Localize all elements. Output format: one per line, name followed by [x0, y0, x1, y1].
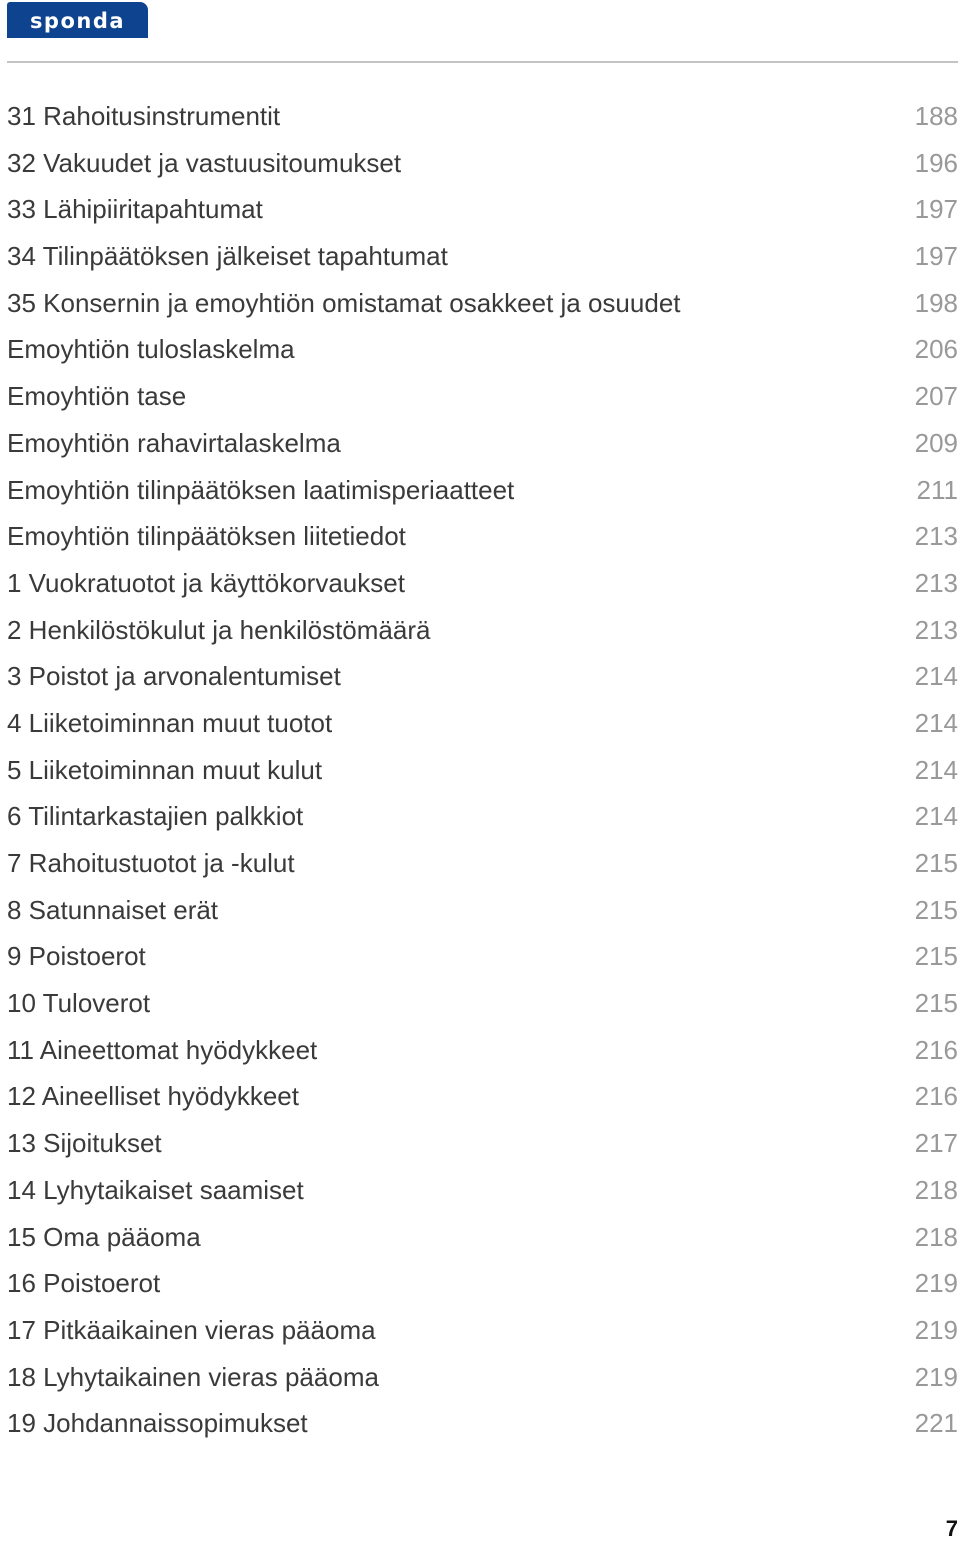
toc-entry-title: 6 Tilintarkastajien palkkiot — [7, 801, 304, 832]
toc-entry-title: 1 Vuokratuotot ja käyttökorvaukset — [7, 567, 405, 598]
toc-entry-title: 3 Poistot ja arvonalentumiset — [7, 661, 341, 692]
toc-entry-page: 217 — [914, 1128, 958, 1159]
toc-entry-page: 214 — [914, 661, 958, 692]
toc-entry-page: 196 — [914, 147, 958, 178]
toc-entry[interactable] — [7, 1260, 958, 1307]
toc-entry[interactable] — [7, 280, 958, 327]
toc-entry-page: 219 — [914, 1314, 958, 1345]
toc-entry[interactable] — [7, 560, 958, 607]
toc-entry-title: Emoyhtiön tase — [7, 381, 187, 412]
toc-entry[interactable] — [7, 1120, 958, 1167]
toc-entry-page: 215 — [914, 988, 958, 1019]
toc-entry-page: 211 — [916, 474, 958, 505]
toc-entry[interactable] — [7, 93, 958, 140]
toc-entry[interactable] — [7, 1214, 958, 1261]
toc-entry-title: 2 Henkilöstökulut ja henkilöstömäärä — [7, 614, 431, 645]
toc-entry[interactable] — [7, 467, 958, 514]
toc-entry-page: 216 — [914, 1081, 958, 1112]
toc-entry-title: 13 Sijoitukset — [7, 1128, 162, 1159]
toc-entry-title: 8 Satunnaiset erät — [7, 894, 219, 925]
toc-entry-page: 214 — [914, 754, 958, 785]
toc-entry[interactable] — [7, 887, 958, 934]
toc-entry-page: 221 — [914, 1408, 958, 1439]
toc-entry-title: 16 Poistoerot — [7, 1268, 161, 1299]
toc-entry-title: 9 Poistoerot — [7, 941, 146, 972]
toc-entry-page: 213 — [914, 614, 958, 645]
toc-entry-page: 215 — [914, 848, 958, 878]
toc-entry-title: 33 Lähipiiritapahtumat — [7, 194, 263, 225]
toc-entry[interactable] — [7, 793, 958, 840]
toc-entry-title: 35 Konsernin ja emoyhtiön omistamat osakkeet ja osuudet — [7, 287, 681, 318]
toc-entry-title: 7 Rahoitustuotot ja -kulut — [7, 848, 295, 878]
toc-entry-title: 10 Tuloverot — [7, 988, 151, 1019]
toc-entry-title: 32 Vakuudet ja vastuusitoumukset — [7, 147, 402, 178]
toc-entry-page: 214 — [914, 707, 958, 738]
toc-entry-title: 4 Liiketoiminnan muut tuotot — [7, 707, 333, 738]
toc-entry-page: 218 — [914, 1221, 958, 1252]
toc-entry-page: 214 — [914, 801, 958, 832]
toc-entry-title: 17 Pitkäaikainen vieras pääoma — [7, 1314, 376, 1345]
toc-entry[interactable] — [7, 186, 958, 233]
toc-entry[interactable] — [7, 980, 958, 1027]
toc-entry[interactable] — [7, 1027, 958, 1074]
toc-entry[interactable] — [7, 840, 958, 887]
toc-entry-page: 207 — [914, 381, 958, 412]
toc-entry[interactable] — [7, 607, 958, 654]
toc-entry[interactable] — [7, 1400, 958, 1447]
toc-entry-title: 19 Johdannaissopimukset — [7, 1408, 308, 1439]
toc-entry-page: 219 — [914, 1268, 958, 1299]
toc-entry-title: 5 Liiketoiminnan muut kulut — [7, 754, 323, 785]
toc-entry-page: 218 — [914, 1174, 958, 1205]
toc-entry-page: 215 — [914, 941, 958, 972]
toc-entry[interactable] — [7, 747, 958, 794]
toc-entry-page: 215 — [914, 894, 958, 925]
toc-entry[interactable] — [7, 1307, 958, 1354]
toc-entry-title: 31 Rahoitusinstrumentit — [7, 101, 281, 131]
toc-entry[interactable] — [7, 1073, 958, 1120]
toc-entry-page: 216 — [914, 1034, 958, 1065]
toc-entry-title: 12 Aineelliset hyödykkeet — [7, 1081, 299, 1112]
toc-entry[interactable] — [7, 140, 958, 187]
logo-text: sponda — [29, 8, 126, 33]
toc-entry[interactable] — [7, 933, 958, 980]
toc-entry-title: Emoyhtiön rahavirtalaskelma — [7, 427, 341, 458]
toc-entry-title: 34 Tilinpäätöksen jälkeiset tapahtumat — [7, 241, 448, 272]
table-of-contents — [7, 93, 958, 1447]
toc-entry-title: Emoyhtiön tilinpäätöksen liitetiedot — [7, 521, 406, 552]
toc-entry[interactable] — [7, 1167, 958, 1214]
toc-entry-title: 11 Aineettomat hyödykkeet — [7, 1034, 318, 1065]
toc-entry[interactable] — [7, 653, 958, 700]
toc-entry-title: 18 Lyhytaikainen vieras pääoma — [7, 1361, 379, 1392]
toc-entry[interactable] — [7, 700, 958, 747]
toc-entry[interactable] — [7, 373, 958, 420]
toc-entry-page: 188 — [914, 101, 958, 131]
toc-entry[interactable] — [7, 326, 958, 373]
toc-entry-page: 206 — [914, 334, 958, 365]
toc-entry-page: 197 — [914, 194, 958, 225]
toc-entry[interactable] — [7, 420, 958, 467]
toc-entry-page: 209 — [914, 427, 958, 458]
header-divider — [7, 61, 958, 63]
toc-entry-title: 15 Oma pääoma — [7, 1221, 201, 1252]
toc-entry-title: 14 Lyhytaikaiset saamiset — [7, 1174, 304, 1205]
toc-entry-page: 213 — [914, 567, 958, 598]
toc-entry[interactable] — [7, 1354, 958, 1401]
toc-entry[interactable] — [7, 513, 958, 560]
toc-entry-page: 197 — [914, 241, 958, 272]
toc-entry-title: Emoyhtiön tilinpäätöksen laatimisperiaatteet — [7, 474, 515, 505]
page-number: 7 — [945, 1516, 958, 1541]
toc-entry-title: Emoyhtiön tuloslaskelma — [7, 334, 295, 365]
toc-entry-page: 213 — [914, 521, 958, 552]
toc-entry-page: 219 — [914, 1361, 958, 1392]
sponda-logo — [7, 2, 148, 38]
toc-entry-page: 198 — [914, 287, 958, 318]
toc-entry[interactable] — [7, 233, 958, 280]
